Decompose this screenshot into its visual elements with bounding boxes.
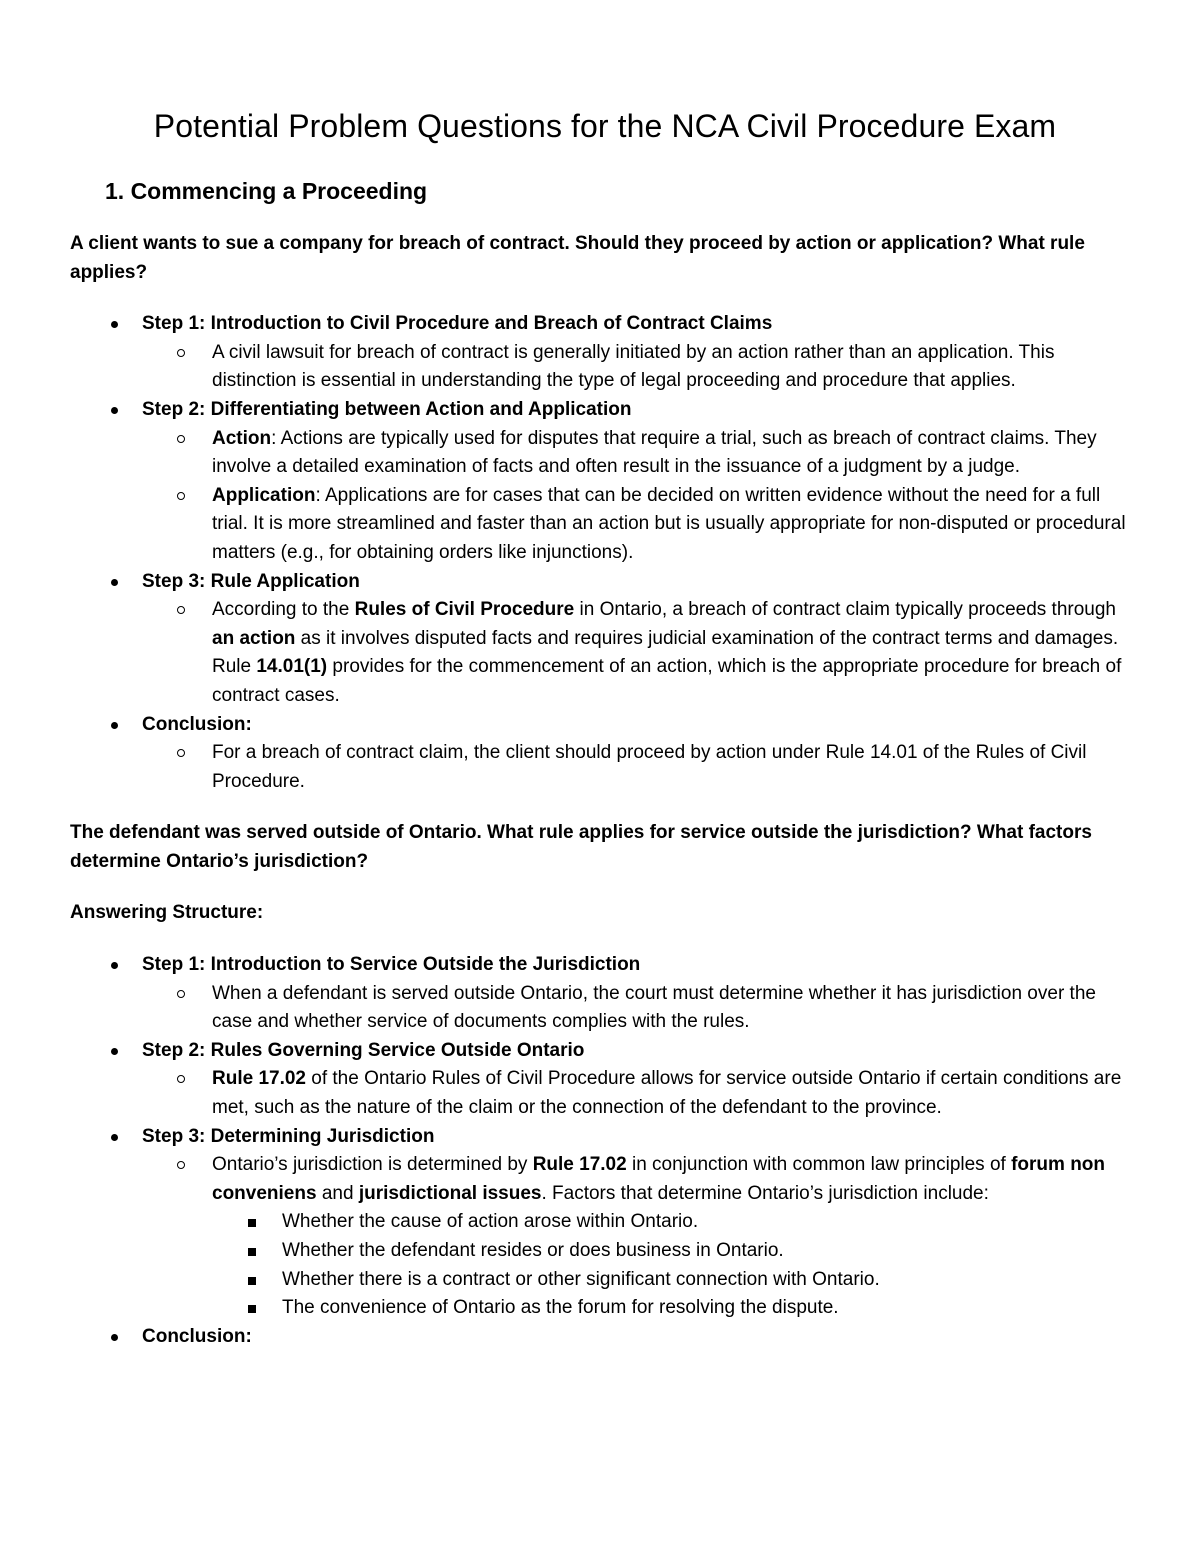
question-2: The defendant was served outside of Ontario. What rule applies for service outside the jurisdiction? What factors determine Ontario’s jurisdiction?	[70, 822, 1092, 872]
bold-run: 14.01(1)	[256, 656, 328, 678]
q2-step-3	[70, 1123, 1140, 1323]
q2-step-2-point	[142, 1065, 1140, 1122]
q1-step-3	[70, 568, 1140, 711]
bold-run: forum non conveniens	[212, 1154, 1106, 1204]
q1-step-3-title: Step 3: Rule Application	[142, 570, 360, 592]
text-run: provides for the commencement of an action, which is the appropriate procedure for breach of contract cases.	[212, 656, 1122, 706]
bold-run: jurisdictional issues	[358, 1182, 542, 1204]
q2-conclusion	[70, 1323, 1140, 1352]
factor-item: Whether the defendant resides or does business in Ontario.	[212, 1237, 1140, 1266]
document-title: Potential Problem Questions for the NCA Civil Procedure Exam	[153, 108, 1057, 144]
section-heading: 1. Commencing a Proceeding	[105, 178, 428, 204]
q1-step-2-point-action	[142, 425, 1140, 482]
q1-step-2-point-application	[142, 482, 1140, 568]
question-2-steps	[70, 951, 1140, 1351]
term-application: Application	[212, 484, 316, 506]
q1-step-1-point: A civil lawsuit for breach of contract is generally initiated by an action rather than an application. This distinction is essential in understanding the type of legal proceeding and procedure that applies.	[142, 339, 1140, 396]
application-description: : Applications are for cases that can be decided on written evidence without the need for a full trial. It is more streamlined and faster than an action but is usually appropriate for non-disputed or procedural matters (e.g., for obtaining orders like injunctions).	[212, 484, 1126, 563]
q2-step-1-title: Step 1: Introduction to Service Outside the Jurisdiction	[142, 954, 641, 976]
term-action: Action	[212, 427, 272, 449]
q1-step-1-title: Step 1: Introduction to Civil Procedure and Breach of Contract Claims	[142, 313, 773, 335]
jurisdiction-factors	[212, 1208, 1140, 1322]
q1-step-2	[70, 396, 1140, 568]
q1-step-3-point	[142, 596, 1140, 710]
factor-item: The convenience of Ontario as the forum for resolving the dispute.	[212, 1294, 1140, 1323]
q1-step-2-title: Step 2: Differentiating between Action and Application	[142, 398, 632, 420]
action-description: : Actions are typically used for disputes that require a trial, such as breach of contract claims. They involve a detailed examination of facts and often result in the issuance of a judgment by a judge.	[212, 427, 1097, 478]
bold-run: Rule 17.02	[212, 1068, 306, 1090]
question-1: A client wants to sue a company for breach of contract. Should they proceed by action or application? What rule applies?	[70, 233, 1085, 283]
factor-item: Whether there is a contract or other significant connection with Ontario.	[212, 1266, 1140, 1295]
q2-step-1	[70, 951, 1140, 1037]
bold-run: an action	[212, 627, 296, 649]
q2-conclusion-title: Conclusion:	[142, 1325, 252, 1347]
q2-step-3-point	[142, 1151, 1140, 1323]
text-run: of the Ontario Rules of Civil Procedure allows for service outside Ontario if certain conditions are met, such as the nature of the claim or the connection of the defendant to the province.	[212, 1068, 1122, 1119]
bold-run: Rules of Civil Procedure	[354, 599, 575, 621]
text-run: Ontario’s jurisdiction is determined by	[212, 1154, 533, 1176]
text-run: . Factors that determine Ontario’s jurisdiction include:	[541, 1182, 989, 1204]
q1-conclusion	[70, 711, 1140, 797]
text-run: in conjunction with common law principles of	[626, 1154, 1012, 1176]
answering-structure-label: Answering Structure:	[70, 902, 264, 924]
bold-run: Rule 17.02	[532, 1154, 627, 1176]
text-run: in Ontario, a breach of contract claim typically proceeds through	[574, 599, 1116, 621]
q1-conclusion-point: For a breach of contract claim, the client should proceed by action under Rule 14.01 of the Rules of Civil Procedure.	[142, 739, 1140, 796]
text-run: and	[316, 1182, 359, 1204]
q2-step-1-point: When a defendant is served outside Ontario, the court must determine whether it has jurisdiction over the case and whether service of documents complies with the rules.	[142, 980, 1140, 1037]
text-run: According to the	[212, 599, 355, 621]
factor-item: Whether the cause of action arose within Ontario.	[212, 1208, 1140, 1237]
q2-step-3-title: Step 3: Determining Jurisdiction	[142, 1125, 435, 1147]
text-run: as it involves disputed facts and requires judicial examination of the contract terms and damages. Rule	[212, 627, 1119, 678]
q2-step-2-title: Step 2: Rules Governing Service Outside Ontario	[142, 1039, 585, 1061]
q1-step-1	[70, 310, 1140, 396]
q2-step-2	[70, 1037, 1140, 1123]
q1-conclusion-title: Conclusion:	[142, 713, 252, 735]
question-1-steps	[70, 310, 1140, 796]
